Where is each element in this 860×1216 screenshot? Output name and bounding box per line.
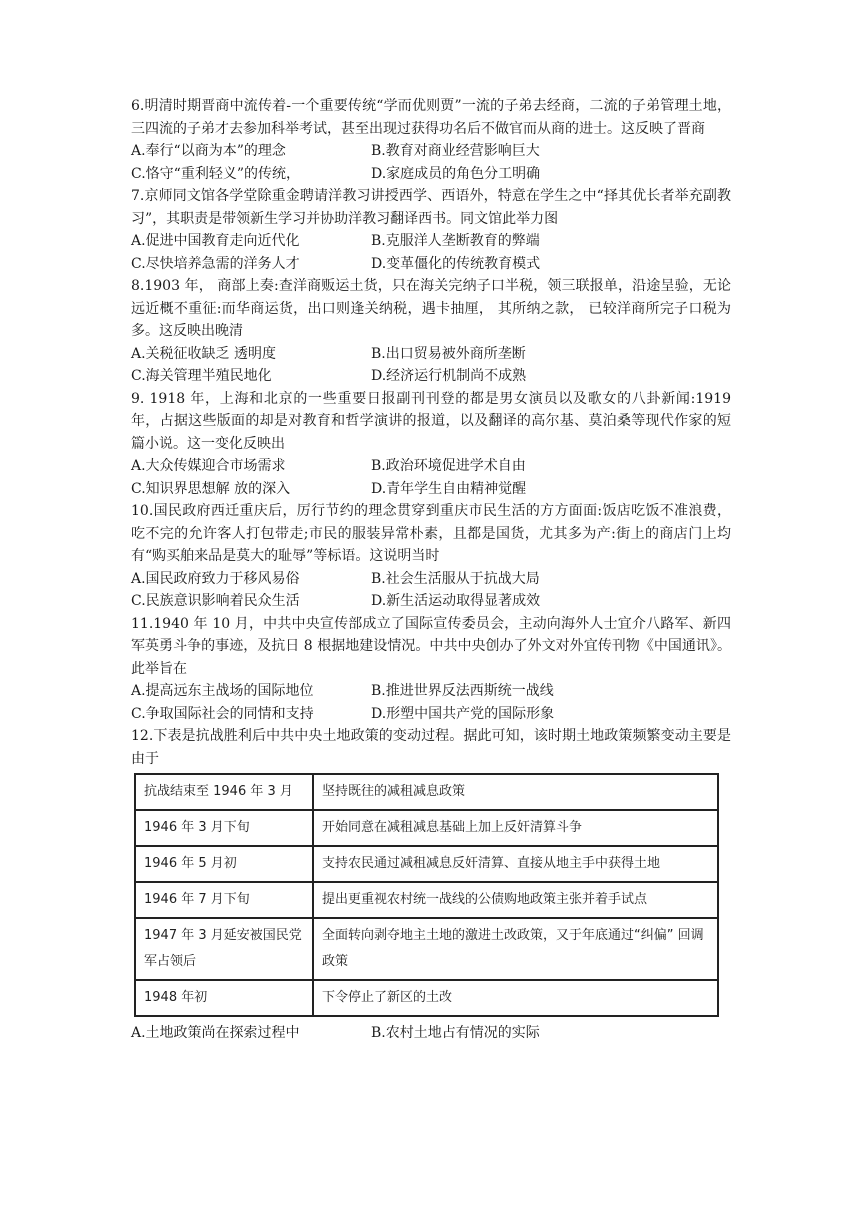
question-11-stem: 11.1940 年 10 月，中共中央宣传部成立了国际宣传委员会，主动向海外人士宜介八路军、新四军英勇斗争的事迹，及抗日 8 根据地建设情况。中共中央创办了外文对外宜传刊物《中国通讯》。此举旨在 — [131, 615, 731, 677]
question-10-options — [131, 568, 731, 613]
option-a[interactable]: A.提高远东主战场的国际地位 — [131, 683, 314, 699]
option-d[interactable]: D.形塑中国共产党的国际形象 — [371, 705, 555, 722]
option-b[interactable]: B.农村土地占有情况的实际 — [371, 1025, 540, 1041]
option-d[interactable]: D.青年学生自由精神觉醒 — [371, 480, 527, 497]
question-12-options — [131, 1022, 731, 1045]
table-row — [135, 810, 718, 846]
question-9-options — [131, 455, 731, 500]
question-11-options — [131, 680, 731, 725]
question-6-stem: 6.明清时期晋商中流传着-一个重要传统“学而优则贾”一流的子弟去经商，二流的子弟管理土地，三四流的子弟才去参加科举考试，甚至出现过获得功名后不做官而从商的进士。这反映了晋商 — [131, 98, 731, 137]
option-b[interactable]: B.克服洋人垄断教育的弊端 — [371, 233, 540, 249]
option-d[interactable]: D.经济运行机制尚不成熟 — [371, 368, 527, 384]
table-cell-policy: 下令停止了新区的土改 — [313, 980, 718, 1016]
table-row — [135, 918, 718, 980]
option-b[interactable]: B.社会生活服从于抗战大局 — [371, 570, 540, 587]
question-list — [131, 95, 731, 1045]
option-d[interactable]: D.变革僵化的传统教育模式 — [371, 255, 541, 272]
land-policy-table — [134, 773, 719, 1017]
question-7-options — [131, 230, 731, 275]
option-c[interactable]: C.尽快培养急需的洋务人才 — [131, 255, 300, 272]
option-a[interactable]: A.奉行“以商为本”的理念 — [131, 143, 286, 159]
option-b[interactable]: B.出口贸易被外商所垄断 — [371, 345, 526, 362]
question-10-stem: 10.国民政府西迁重庆后，厉行节约的理念贯穿到重庆市民生活的方方面面:饭店吃饭不准浪费，吃不完的允许客人打包带走;市民的服装异常朴素，且都是国货，尤其多为产:街上的商店门上均有“购买舶来品是莫大的耻辱”等标语。这说明当时 — [131, 503, 731, 564]
table-cell-policy: 提出更重视农村统一战线的公债购地政策主张并着手试点 — [313, 882, 718, 918]
question-9-stem: 9. 1918 年，上海和北京的一些重要日报副刊刊登的都是男女演员以及歌女的八卦新闻:1919 年，占据这些版面的却是对教育和哲学演讲的报道，以及翻译的高尔基、莫泊桑等现代作家的短篇小说。这一变化反映出 — [131, 390, 731, 452]
option-b[interactable]: B.教育对商业经营影响巨大 — [371, 143, 540, 159]
option-a[interactable]: A.土地政策尚在探索过程中 — [131, 1025, 300, 1041]
question-8-stem: 8.1903 年， 商部上奏:查洋商贩运土货，只在海关完纳子口半税，领三联报单，沿途呈验，无论远近概不重征:而华商运货，出口则逢关纳税，遇卡抽厘， 其所纳之款， 已较洋商所完子口税为多。这反映出晚清 — [131, 278, 731, 339]
option-a[interactable]: A.国民政府致力于移风易俗 — [131, 570, 300, 587]
option-a[interactable]: A.促进中国教育走向近代化 — [131, 233, 300, 249]
option-c[interactable]: C.海关管理半殖民地化 — [131, 368, 272, 384]
option-b[interactable]: B.推进世界反法西斯统一战线 — [371, 683, 554, 699]
question-6-options — [131, 140, 731, 185]
table-row — [135, 980, 718, 1016]
question-7-stem: 7.京师同文馆各学堂除重金聘请洋教习讲授西学、西语外，特意在学生之中“择其优长者举充副教习”，其职责是带领新生学习并协助洋教习翻译西书。同文馆此举力图 — [131, 188, 731, 227]
option-d[interactable]: D.家庭成员的角色分工明确 — [371, 165, 541, 182]
table-cell-time: 1946 年 7 月下旬 — [135, 882, 313, 918]
table-cell-policy: 开始同意在减租减息基础上加上反奸清算斗争 — [313, 810, 718, 846]
option-c[interactable]: C.争取国际社会的同情和支持 — [131, 705, 314, 722]
table-cell-policy: 坚持既往的减租减息政策 — [313, 774, 718, 810]
option-c[interactable]: C.民族意识影响着民众生活 — [131, 593, 300, 609]
option-a[interactable]: A.关税征收缺乏 透明度 — [131, 345, 277, 362]
question-8-options — [131, 343, 731, 388]
option-c[interactable]: C.恪守“重利轻义”的传统， — [131, 165, 300, 182]
option-a[interactable]: A.大众传媒迎合市场需求 — [131, 458, 286, 474]
option-c[interactable]: C.知识界思想解 放的深入 — [131, 480, 291, 497]
option-b[interactable]: B.政治环境促进学术自由 — [371, 458, 526, 474]
table-cell-time: 1946 年 5 月初 — [135, 846, 313, 882]
table-cell-time: 1948 年初 — [135, 980, 313, 1016]
table-cell-time: 1947 年 3 月延安被国民党军占领后 — [135, 918, 313, 980]
question-12-stem: 12.下表是抗战胜利后中共中央土地政策的变动过程。据此可知，该时期土地政策频繁变动主要是由于 — [131, 728, 731, 767]
table-cell-time: 抗战结束至 1946 年 3 月 — [135, 774, 313, 810]
table-cell-policy: 全面转向剥夺地主土地的激进土改政策，又于年底通过“纠偏” 回调政策 — [313, 918, 718, 980]
table-row — [135, 882, 718, 918]
table-cell-policy: 支持农民通过减租减息反奸清算、直接从地主手中获得土地 — [313, 846, 718, 882]
table-cell-time: 1946 年 3 月下旬 — [135, 810, 313, 846]
table-row — [135, 846, 718, 882]
option-d[interactable]: D.新生活运动取得显著成效 — [371, 593, 541, 609]
table-row — [135, 774, 718, 810]
